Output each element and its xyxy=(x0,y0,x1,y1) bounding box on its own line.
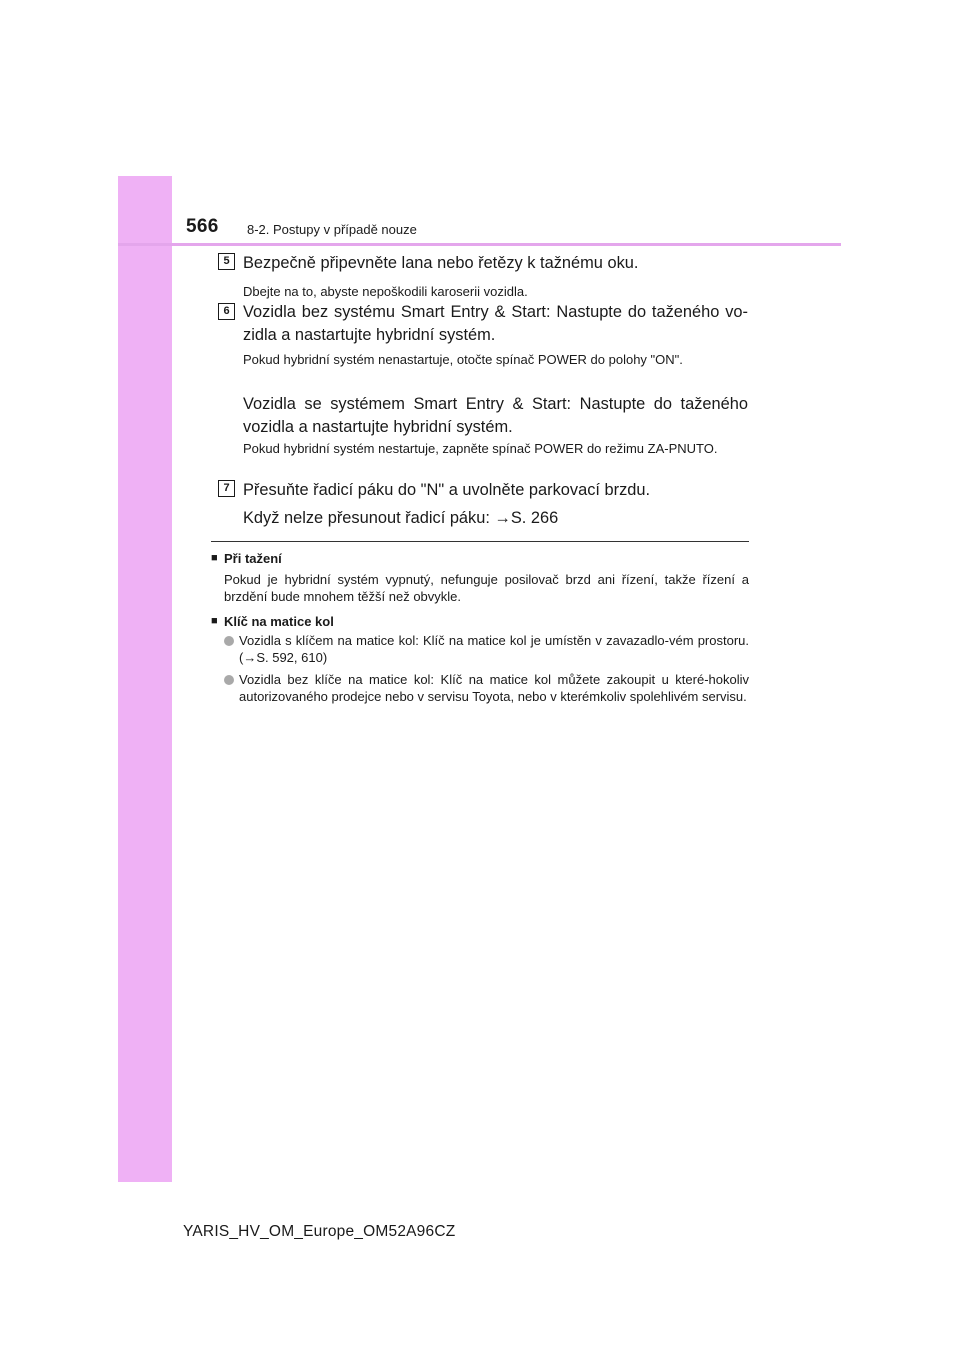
step-7-text-alt: Když nelze přesunout řadicí páku: →S. 266 xyxy=(243,509,559,527)
step-badge-7: 7 xyxy=(218,480,235,497)
step-7-text: Přesuňte řadicí páku do "N" a uvolněte parkovací brzdu. xyxy=(243,481,651,499)
footer-doc-code: YARIS_HV_OM_Europe_OM52A96CZ xyxy=(183,1223,456,1240)
step-badge-6: 6 xyxy=(218,303,235,320)
section-heading-towing: Při tažení xyxy=(224,551,282,566)
step-6-text-alt: Vozidla se systémem Smart Entry & Start: Nastupte do taženého vozidla a nastartujte hybridní systém. xyxy=(243,395,748,436)
bullet-dot xyxy=(224,675,234,685)
section-heading-wheel-wrench: Klíč na matice kol xyxy=(224,614,334,629)
header-rule xyxy=(118,243,841,246)
step-6-text: Vozidla bez systému Smart Entry & Start: Nastupte do taženého vo-zidla a nastartujte hybridní systém. xyxy=(243,303,748,344)
step-5-note: Dbejte na to, abyste nepoškodili karoserii vozidla. xyxy=(243,284,528,299)
bullet-text-without-wrench: Vozidla bez klíče na matice kol: Klíč na matice kol můžete zakoupit u které-hokoliv autorizovaného prodejce nebo v servisu Toyota, nebo v kterémkoliv spolehlivém servisu. xyxy=(239,672,749,704)
section-marker: ■ xyxy=(211,552,218,564)
section-divider xyxy=(211,541,749,542)
step-6-note: Pokud hybridní systém nenastartuje, otočte spínač POWER do polohy "ON". xyxy=(243,352,683,367)
chapter-sidebar-tab xyxy=(118,176,172,1182)
step-6-note-alt: Pokud hybridní systém nestartuje, zapněte spínač POWER do režimu ZA-PNUTO. xyxy=(243,441,718,456)
section-body-towing: Pokud je hybridní systém vypnutý, nefunguje posilovač brzd ani řízení, takže řízení a brzdění bude mnohem těžší než obvykle. xyxy=(224,572,749,604)
section-marker: ■ xyxy=(211,615,218,627)
step-badge-5: 5 xyxy=(218,253,235,270)
section-title: 8-2. Postupy v případě nouze xyxy=(247,222,417,237)
bullet-dot xyxy=(224,636,234,646)
page-number: 566 xyxy=(186,216,219,237)
bullet-text-with-wrench: Vozidla s klíčem na matice kol: Klíč na matice kol je umístěn v zavazadlo-vém prostoru. (→S. 592, 610) xyxy=(239,633,749,665)
step-5-text: Bezpečně připevněte lana nebo řetězy k tažnému oku. xyxy=(243,254,639,272)
